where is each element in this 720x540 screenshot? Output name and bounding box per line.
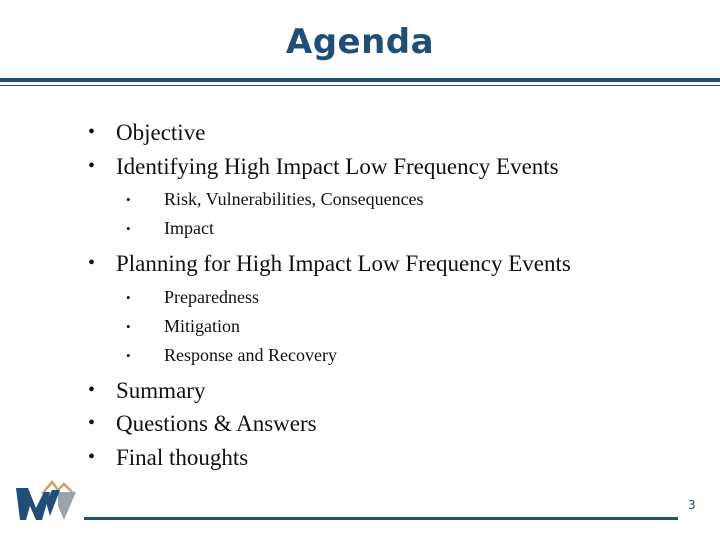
bullet: • bbox=[126, 289, 131, 305]
title-divider bbox=[0, 78, 720, 82]
sub-list-container bbox=[88, 185, 688, 243]
sub-item bbox=[88, 341, 688, 370]
bullet: • bbox=[88, 252, 96, 274]
bullet: • bbox=[88, 378, 96, 401]
bullet: • bbox=[126, 318, 131, 334]
title-divider-thin bbox=[0, 85, 720, 86]
agenda-item-label: Summary bbox=[116, 377, 206, 403]
sub-list-container bbox=[88, 283, 688, 370]
bullet: • bbox=[126, 221, 131, 236]
sub-item-label: Impact bbox=[164, 218, 214, 238]
bullet: • bbox=[126, 192, 131, 207]
agenda-item bbox=[88, 116, 688, 150]
bullet: • bbox=[88, 445, 96, 468]
agenda-item bbox=[88, 150, 688, 184]
agenda-item-label: Objective bbox=[116, 120, 206, 145]
sub-item-label: Response and Recovery bbox=[164, 344, 337, 365]
sub-item-label: Mitigation bbox=[164, 315, 240, 336]
bullet: • bbox=[88, 412, 96, 434]
agenda-item bbox=[88, 441, 688, 475]
agenda-item-label: Planning for High Impact Low Frequency Events bbox=[116, 251, 571, 276]
bullet: • bbox=[88, 154, 96, 177]
agenda-item-label: Identifying High Impact Low Frequency Events bbox=[116, 153, 559, 179]
slide-title: Agenda bbox=[285, 22, 435, 62]
bullet: • bbox=[88, 121, 96, 143]
sub-list bbox=[88, 283, 688, 370]
sub-item bbox=[88, 214, 688, 243]
footer-divider bbox=[84, 517, 678, 520]
agenda-item bbox=[88, 407, 688, 441]
sub-list bbox=[88, 185, 688, 243]
bullet: • bbox=[126, 347, 131, 363]
agenda-list bbox=[88, 116, 688, 474]
sub-item bbox=[88, 312, 688, 341]
agenda-item bbox=[88, 247, 688, 281]
w-logo-icon bbox=[12, 480, 84, 524]
sub-item-label: Risk, Vulnerabilities, Consequences bbox=[164, 189, 424, 209]
agenda-item-label: Final thoughts bbox=[116, 444, 249, 470]
agenda-item bbox=[88, 374, 688, 408]
sub-item bbox=[88, 283, 688, 312]
sub-item bbox=[88, 185, 688, 214]
sub-item-label: Preparedness bbox=[164, 286, 259, 307]
agenda-item-label: Questions & Answers bbox=[116, 411, 317, 436]
page-number: 3 bbox=[688, 498, 696, 512]
